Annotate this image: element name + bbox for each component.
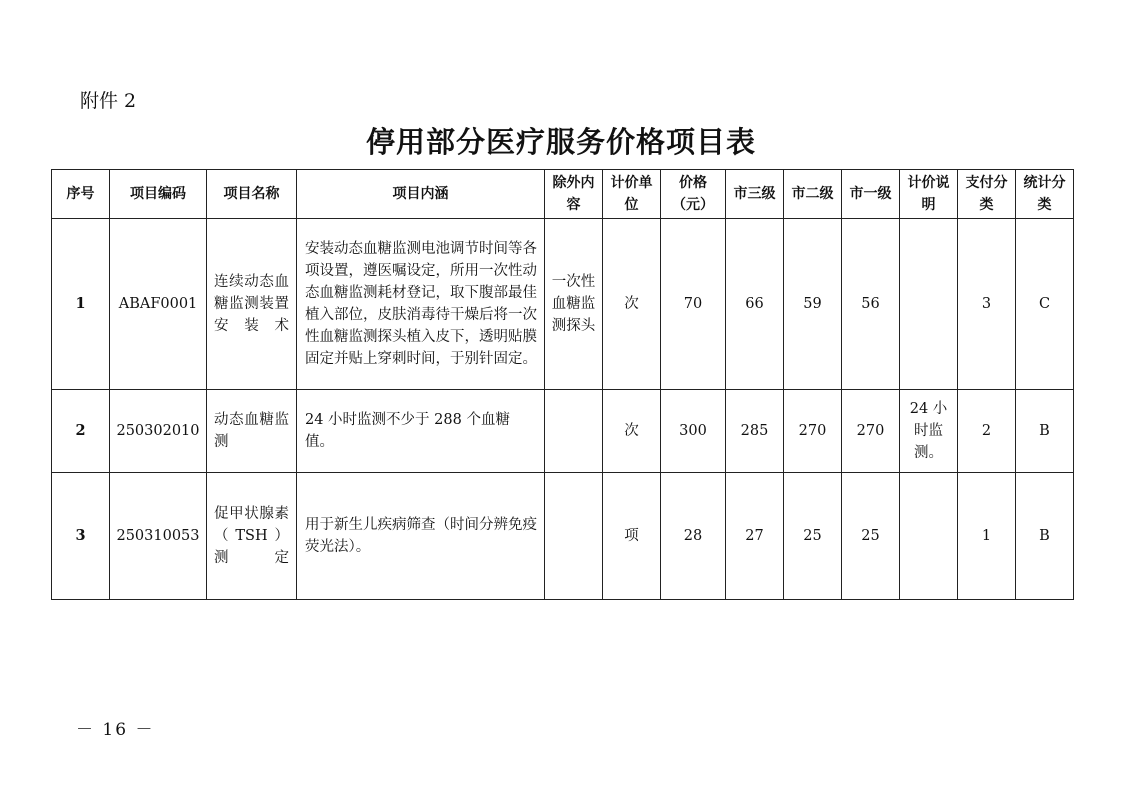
table-row [52, 390, 1074, 473]
header-city-level3: 市三级 [726, 170, 784, 219]
cell-unit: 项 [603, 473, 661, 600]
cell-payment-class: 2 [958, 390, 1016, 473]
cell-stat-class: B [1016, 473, 1074, 600]
cell-price: 28 [661, 473, 726, 600]
header-unit: 计价单位 [603, 170, 661, 219]
cell-name: 促甲状腺素（TSH）测定 [207, 473, 297, 600]
cell-content: 安装动态血糖监测电池调节时间等各项设置，遵医嘱设定，所用一次性动态血糖监测耗材登记，取下腹部最佳植入部位，皮肤消毒待干燥后将一次性血糖监测探头植入皮下，透明贴膜固定并贴上穿刺时间，于别针固定。 [297, 219, 545, 390]
cell-pricing-note [900, 473, 958, 600]
header-stat-class: 统计分类 [1016, 170, 1074, 219]
cell-city-level2: 59 [784, 219, 842, 390]
cell-stat-class: C [1016, 219, 1074, 390]
cell-name: 动态血糖监测 [207, 390, 297, 473]
cell-seq: 3 [52, 473, 110, 600]
cell-price: 300 [661, 390, 726, 473]
cell-stat-class: B [1016, 390, 1074, 473]
page-title: 停用部分医疗服务价格项目表 [365, 125, 756, 159]
cell-city-level1: 270 [842, 390, 900, 473]
cell-content: 用于新生儿疾病筛查（时间分辨免疫荧光法）。 [297, 473, 545, 600]
header-pricing-note: 计价说明 [900, 170, 958, 219]
cell-seq: 2 [52, 390, 110, 473]
cell-name: 连续动态血糖监测装置安装术 [207, 219, 297, 390]
header-excluded: 除外内容 [545, 170, 603, 219]
cell-city-level3: 27 [726, 473, 784, 600]
cell-city-level1: 56 [842, 219, 900, 390]
table-row [52, 473, 1074, 600]
cell-excluded [545, 473, 603, 600]
cell-unit: 次 [603, 219, 661, 390]
cell-code: 250302010 [110, 390, 207, 473]
price-items-table [51, 169, 1074, 600]
page-number: － 16 － [76, 720, 155, 740]
header-payment-class: 支付分类 [958, 170, 1016, 219]
header-name: 项目名称 [207, 170, 297, 219]
cell-city-level2: 270 [784, 390, 842, 473]
cell-seq: 1 [52, 219, 110, 390]
cell-unit: 次 [603, 390, 661, 473]
cell-excluded: 一次性血糖监测探头 [545, 219, 603, 390]
cell-price: 70 [661, 219, 726, 390]
cell-city-level1: 25 [842, 473, 900, 600]
header-seq: 序号 [52, 170, 110, 219]
cell-code: 250310053 [110, 473, 207, 600]
cell-payment-class: 3 [958, 219, 1016, 390]
cell-payment-class: 1 [958, 473, 1016, 600]
table-row [52, 219, 1074, 390]
cell-pricing-note: 24 小时监测。 [900, 390, 958, 473]
cell-code: ABAF0001 [110, 219, 207, 390]
header-content: 项目内涵 [297, 170, 545, 219]
cell-content: 24 小时监测不少于 288 个血糖值。 [297, 390, 545, 473]
header-city-level1: 市一级 [842, 170, 900, 219]
header-code: 项目编码 [110, 170, 207, 219]
attachment-label: 附件 2 [80, 90, 137, 112]
cell-city-level2: 25 [784, 473, 842, 600]
cell-city-level3: 285 [726, 390, 784, 473]
header-price: 价格（元） [661, 170, 726, 219]
header-city-level2: 市二级 [784, 170, 842, 219]
cell-pricing-note [900, 219, 958, 390]
cell-city-level3: 66 [726, 219, 784, 390]
table-header-row [52, 170, 1074, 219]
cell-excluded [545, 390, 603, 473]
